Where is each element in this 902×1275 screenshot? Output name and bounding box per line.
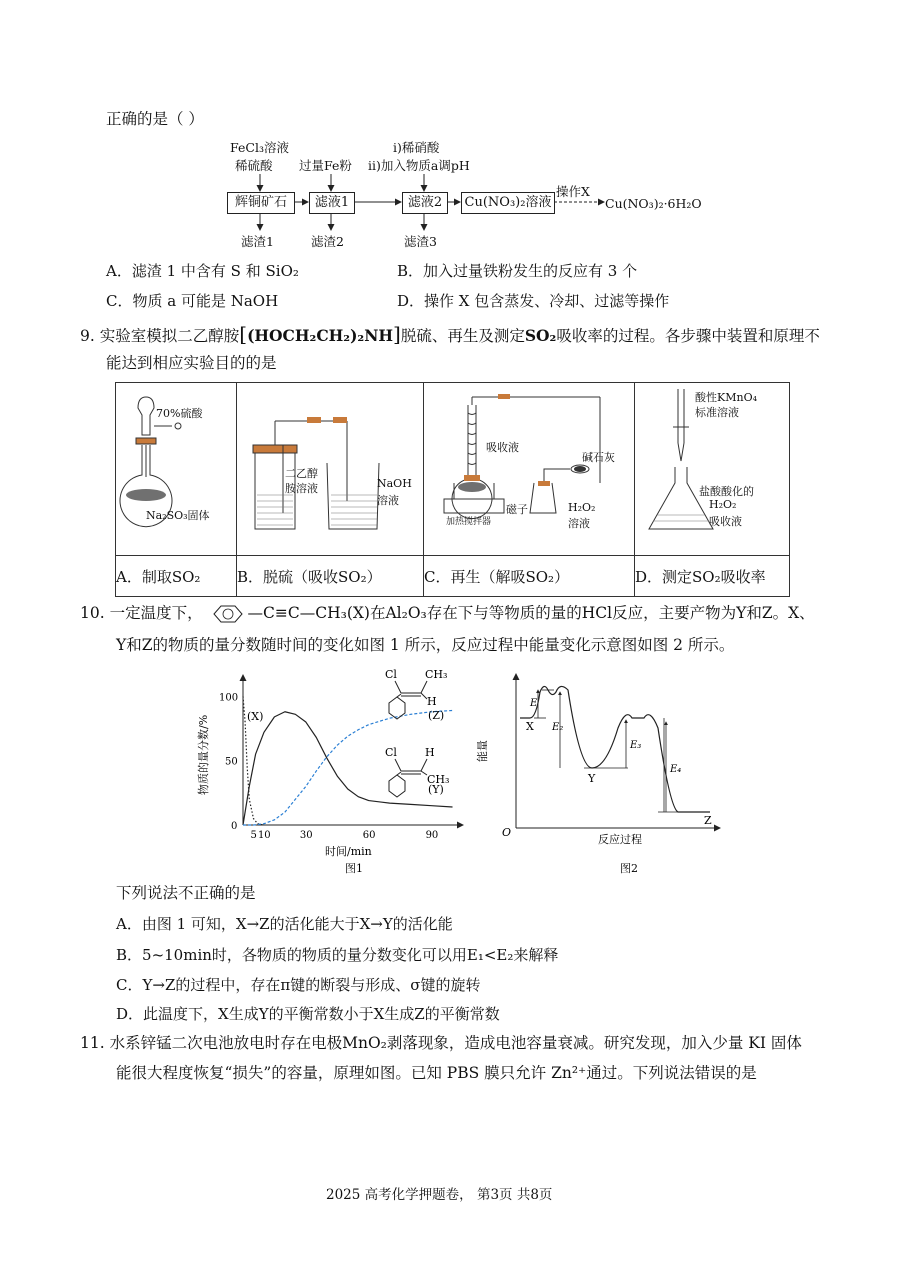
fig1-xtick-3: 60 (362, 830, 376, 841)
figure2 (476, 668, 728, 880)
fig1-xtick-2: 30 (299, 830, 313, 841)
fig1-xtick-4: 90 (425, 830, 439, 841)
q10-option-c: C．Y→Z的过程中，存在π键的断裂与形成、σ键的旋转 (116, 976, 481, 994)
d-hcl-label2: H₂O₂ (709, 498, 737, 511)
caption-d: D．测定SO₂吸收率 (635, 556, 790, 597)
svg-text:Cl: Cl (385, 746, 397, 759)
fig2-title: 图2 (620, 862, 638, 875)
fig1-title: 图1 (345, 862, 363, 875)
c-lime-label: 碱石灰 (582, 451, 615, 464)
d-kmno4-label2: 标准溶液 (695, 406, 739, 419)
flow-label-hno3: i)稀硝酸 (393, 140, 440, 155)
q10-option-d: D．此温度下，X生成Y的平衡常数小于X生成Z的平衡常数 (116, 1005, 500, 1023)
fig1-ytick-2: 100 (219, 692, 239, 704)
b-naoh-label2: 溶液 (377, 494, 399, 507)
q8-option-d: D．操作 X 包含蒸发、冷却、过滤等操作 (397, 292, 670, 310)
flow-label-fe: 过量Fe粉 (299, 158, 352, 173)
apparatus-a (116, 383, 237, 556)
c-stirrer-label: 加热搅拌器 (446, 517, 492, 527)
benzene-ring-icon (208, 604, 248, 624)
flow-residue2: 滤渣2 (311, 234, 344, 249)
fig2-energy-diagram (476, 668, 728, 880)
q9-stem-part3: 吸收率的过程。各步骤中装置和原理不 (556, 327, 820, 345)
fig1-ytick-0: 0 (231, 821, 238, 832)
q10-number: 10. (80, 604, 105, 622)
b-amine-label2: 胺溶液 (285, 482, 318, 495)
flow-arrows (0, 0, 902, 260)
q9-number: 9. (80, 327, 95, 345)
flow-box-filtrate2: 滤液2 (402, 192, 448, 214)
d-kmno4-label1: 酸性KMnO₄ (695, 391, 757, 404)
q11-number: 11. (80, 1034, 105, 1052)
q11-stem-line1 (80, 1034, 802, 1053)
q8-option-b: B．加入过量铁粉发生的反应有 3 个 (397, 262, 638, 280)
fig1-xlabel: 时间/min (325, 845, 372, 858)
q8-stem-tail: 正确的是（ ） (106, 110, 204, 128)
fig2-label-x: X (526, 720, 534, 733)
svg-text:Cl: Cl (385, 668, 397, 681)
q9-stem-so2: SO₂ (524, 326, 557, 345)
flow-product: Cu(NO₃)₂·6H₂O (605, 196, 702, 211)
q10-option-b: B．5~10min时，各物质的物质的量分数变化可以用E₁<E₂来解释 (116, 946, 559, 964)
q8-option-a: A．滤渣 1 中含有 S 和 SiO₂ (106, 262, 299, 280)
caption-b: B．脱硫（吸收SO₂） (237, 556, 424, 597)
z-structure-icon (385, 667, 455, 723)
q8-option-c: C．物质 a 可能是 NaOH (106, 292, 279, 310)
fig1-ytick-1: 50 (225, 756, 238, 768)
q10-stem-line2: Y和Z的物质的量分数随时间的变化如图 1 所示，反应过程中能量变化示意图如图 2 所示。 (116, 636, 735, 654)
svg-text:H: H (427, 695, 437, 708)
q10-stem-part2: —C≡C—CH₃(X)在Al₂O₃存在下与等物质的量的HCl反应，主要产物为Y和Z。X、 (247, 604, 815, 622)
fig2-label-e2: E₂ (552, 722, 564, 733)
q9-stem-line2: 能达到相应实验目的的是 (106, 354, 277, 372)
fig2-label-e1: E (530, 698, 538, 709)
a-acid-label: 70%硫酸 (156, 407, 203, 420)
c-h2o2-label2: 溶液 (568, 517, 590, 530)
svg-text:CH₃: CH₃ (427, 773, 450, 786)
apparatus-b (237, 383, 424, 556)
fig2-label-e4: E₄ (670, 764, 682, 775)
flow-label-acid: 稀硫酸 (235, 158, 273, 173)
fig1-xtick-1: 10 (257, 830, 271, 841)
svg-text:CH₃: CH₃ (425, 668, 448, 681)
flow-residue1: 滤渣1 (241, 234, 274, 249)
fig2-label-e3: E₃ (630, 740, 642, 751)
q10-stem-part1: 一定温度下， (109, 604, 203, 622)
fig1-x-series-label: (X) (247, 710, 264, 723)
caption-c: C．再生（解吸SO₂） (424, 556, 635, 597)
flow-box-solution: Cu(NO₃)₂溶液 (461, 192, 555, 214)
q10-stem-line1 (80, 604, 815, 624)
q10-option-a: A．由图 1 可知，X→Z的活化能大于X→Y的活化能 (116, 915, 453, 933)
y-structure-icon (385, 745, 455, 811)
fig2-label-z: Z (704, 814, 712, 827)
flow-label-ph: ii)加入物质a调pH (368, 158, 470, 173)
b-naoh-label1: NaOH (377, 477, 412, 490)
c-absorbent-label: 吸收液 (486, 441, 519, 454)
apparatus-b-drawing (237, 383, 423, 551)
q9-stem-part2: 脱硫、再生及测定 (400, 327, 525, 345)
fig1-z-series-label: (Z) (428, 709, 445, 722)
apparatus-d (635, 383, 790, 556)
caption-a: A．制取SO₂ (116, 556, 237, 597)
flow-box-filtrate1: 滤液1 (309, 192, 355, 214)
q9-stem-part1: 实验室模拟二乙醇胺 (99, 327, 240, 345)
fig2-xlabel: 反应过程 (598, 833, 642, 846)
flow-label-fecl3: FeCl₃溶液 (230, 140, 289, 155)
a-solid-label: Na₂SO₃固体 (146, 509, 210, 522)
q11-line1: 水系锌锰二次电池放电时存在电极MnO₂剥落现象，造成电池容量衰减。研究发现，加入少量 KI 固体 (109, 1034, 802, 1052)
flow-label-opx: 操作X (556, 184, 590, 199)
d-hcl-label1: 盐酸酸化的 (699, 485, 754, 498)
fig1-y-series-label: (Y) (428, 783, 444, 796)
fig2-origin: O (502, 826, 512, 839)
svg-text:H: H (425, 746, 435, 759)
q9-stem-line1: 9. 实验室模拟二乙醇胺[(HOCH₂CH₂)₂NH]脱硫、再生及测定SO₂吸收率的过程。各步骤中装置和原理不 (80, 322, 820, 346)
flow-residue3: 滤渣3 (404, 234, 437, 249)
d-hcl-label3: 吸收液 (709, 515, 742, 528)
apparatus-c (424, 383, 635, 556)
fig1-ylabel: 物质的量分数/% (197, 714, 210, 795)
q11-stem-line2: 能很大程度恢复“损失”的容量，原理如图。已知 PBS 膜只允许 Zn²⁺通过。下列说法错误的是 (116, 1064, 757, 1082)
fig2-label-y: Y (588, 772, 596, 785)
b-amine-label1: 二乙醇 (285, 467, 318, 480)
q10-question: 下列说法不正确的是 (116, 884, 256, 902)
q9-apparatus-table (115, 382, 790, 597)
q9-formula: (HOCH₂CH₂)₂NH (247, 326, 394, 345)
page-footer: 2025 高考化学押题卷， 第3页 共8页 (326, 1187, 553, 1203)
c-magnet-label: 磁子 (506, 503, 528, 516)
fig2-ylabel: 能量 (476, 740, 489, 762)
fig1-xtick-0: 5 (250, 830, 257, 841)
c-h2o2-label1: H₂O₂ (568, 501, 596, 514)
flow-box-ore: 辉铜矿石 (227, 192, 295, 214)
figure1 (195, 665, 485, 880)
